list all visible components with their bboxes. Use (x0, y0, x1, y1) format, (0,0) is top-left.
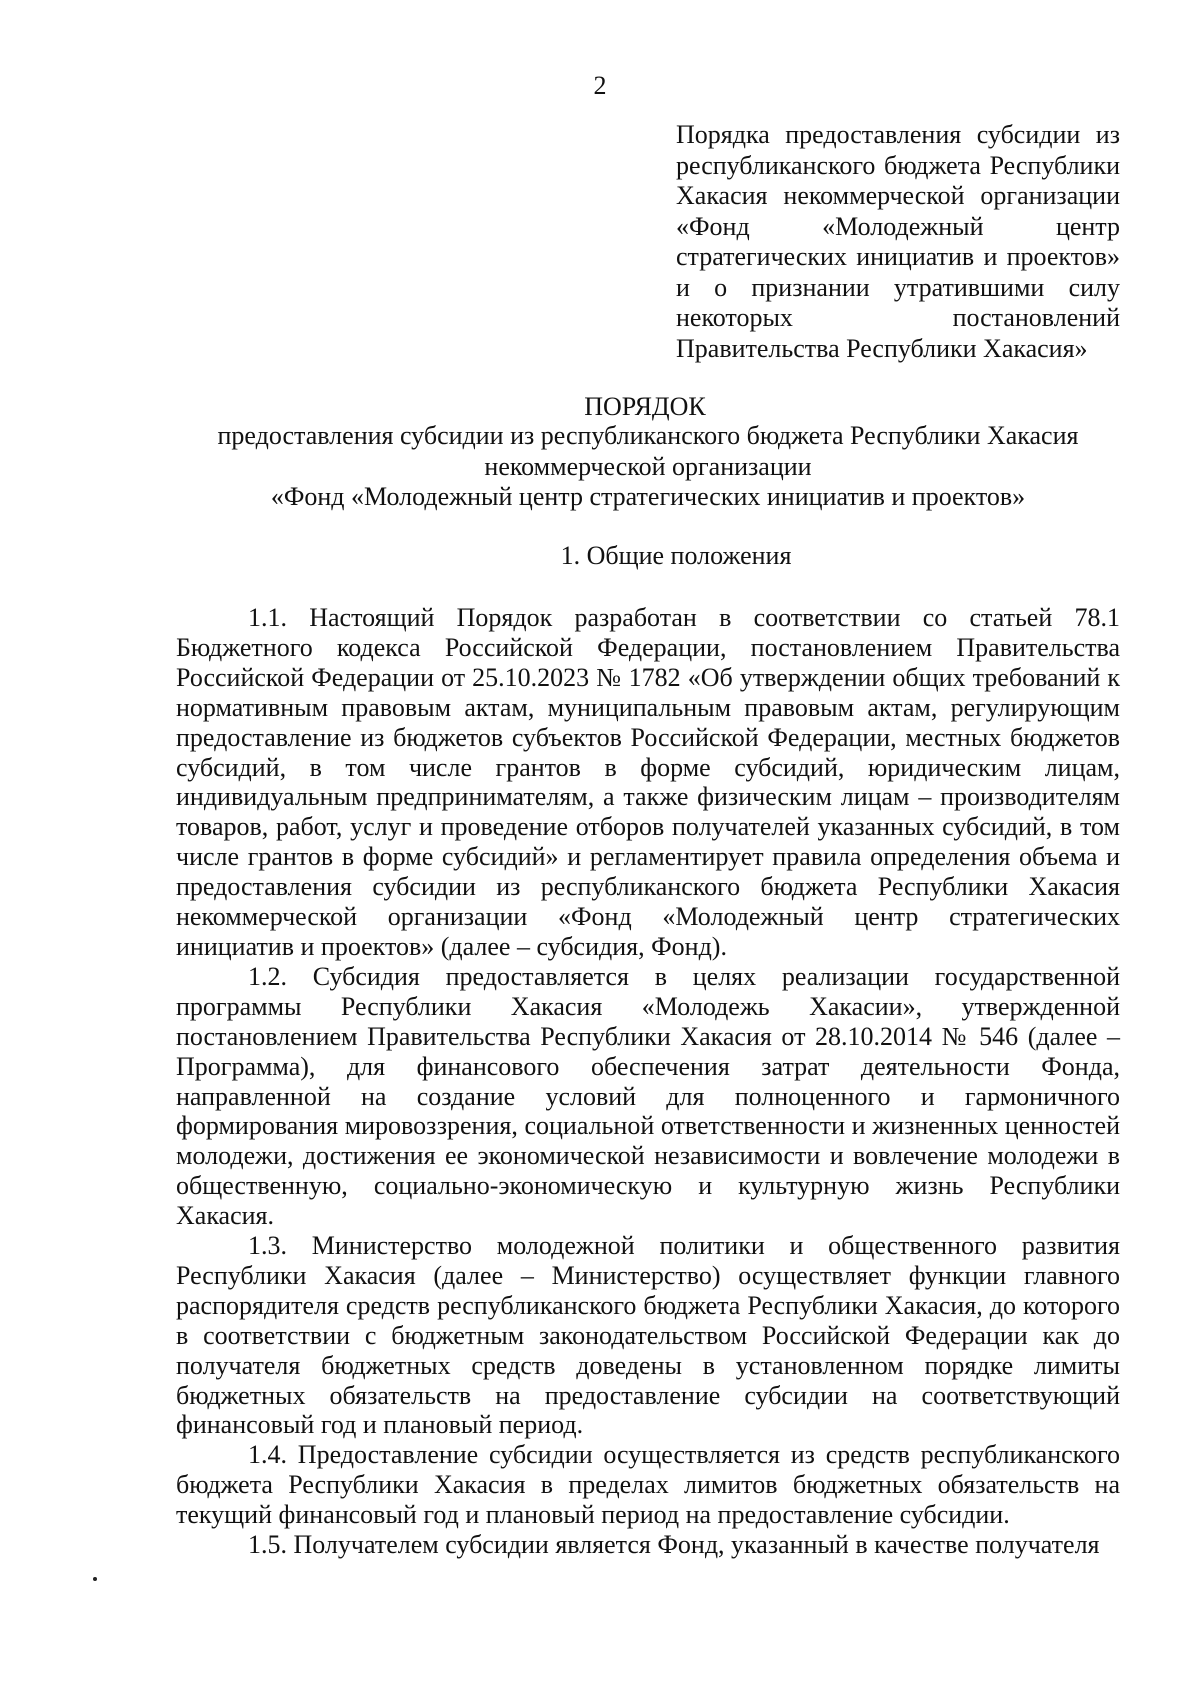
document-title: ПОРЯДОК (584, 392, 706, 421)
scan-speck (93, 1577, 97, 1581)
header-note: Порядка предоставления субсидии из республиканского бюджета Республики Хакасия некоммерческой организации «Фонд «Молодежный центр стратегических инициатив и проектов» и о признании утратившими силу некоторых постановлений Правительства Республики Хакасия» (676, 120, 1120, 363)
paragraph-1-2: 1.2. Субсидия предоставляется в целях реализации государственной программы Республики Хакасия «Молодежь Хакасии», утвержденной постановлением Правительства Республики Хакасия от 28.10.2014 № 546 (далее – Программа), для финансового обеспечения затрат деятельности Фонда, направленной на создание условий для полноценного и гармоничного формирования мировоззрения, социальной ответственности и жизненных ценностей молодежи, достижения ее экономической независимости и вовлечение молодежи в общественную, социально-экономическую и культурную жизнь Республики Хакасия. (176, 961, 1120, 1231)
document-subtitle (176, 421, 1120, 513)
subtitle-line: некоммерческой организации (484, 451, 812, 481)
paragraph-1-1: 1.1. Настоящий Порядок разработан в соответствии со статьей 78.1 Бюджетного кодекса Российской Федерации, постановлением Правительства Российской Федерации от 25.10.2023 № 1782 «Об утверждении общих требований к нормативным правовым актам, муниципальным правовым актам, регулирующим предоставление из бюджетов субъектов Российской Федерации, местных бюджетов субсидий, в том числе грантов в форме субсидий, юридическим лицам, индивидуальным предпринимателям, а также физическим лицам – производителям товаров, работ, услуг и проведение отборов получателей указанных субсидий, в том числе грантов в форме субсидий» и регламентирует правила определения объема и предоставления субсидии из республиканского бюджета Республики Хакасия некоммерческой организации «Фонд «Молодежный центр стратегических инициатив и проектов» (далее – субсидия, Фонд). (176, 603, 1120, 961)
paragraph-1-4: 1.4. Предоставление субсидии осуществляется из средств республиканского бюджета Республики Хакасия в пределах лимитов бюджетных обязательств на текущий финансовый год и плановый период на предоставление субсидии. (176, 1440, 1120, 1530)
paragraph-1-5: 1.5. Получателем субсидии является Фонд, указанный в качестве получателя (248, 1530, 1100, 1560)
body-text (176, 603, 1120, 1560)
paragraph-1-3: 1.3. Министерство молодежной политики и общественного развития Республики Хакасия (далее – Министерство) осуществляет функции главного распорядителя средств республиканского бюджета Республики Хакасия, до которого в соответствии с бюджетным законодательством Российской Федерации как до получателя бюджетных средств доведены в установленном порядке лимиты бюджетных обязательств на предоставление субсидии на соответствующий финансовый год и плановый период. (176, 1231, 1120, 1440)
page-number: 2 (593, 71, 607, 100)
subtitle-line: «Фонд «Молодежный центр стратегических инициатив и проектов» (270, 482, 1026, 511)
section-heading: 1. Общие положения (560, 541, 792, 570)
subtitle-line: предоставления субсидии из республиканского бюджета Республики Хакасия (217, 421, 1079, 450)
